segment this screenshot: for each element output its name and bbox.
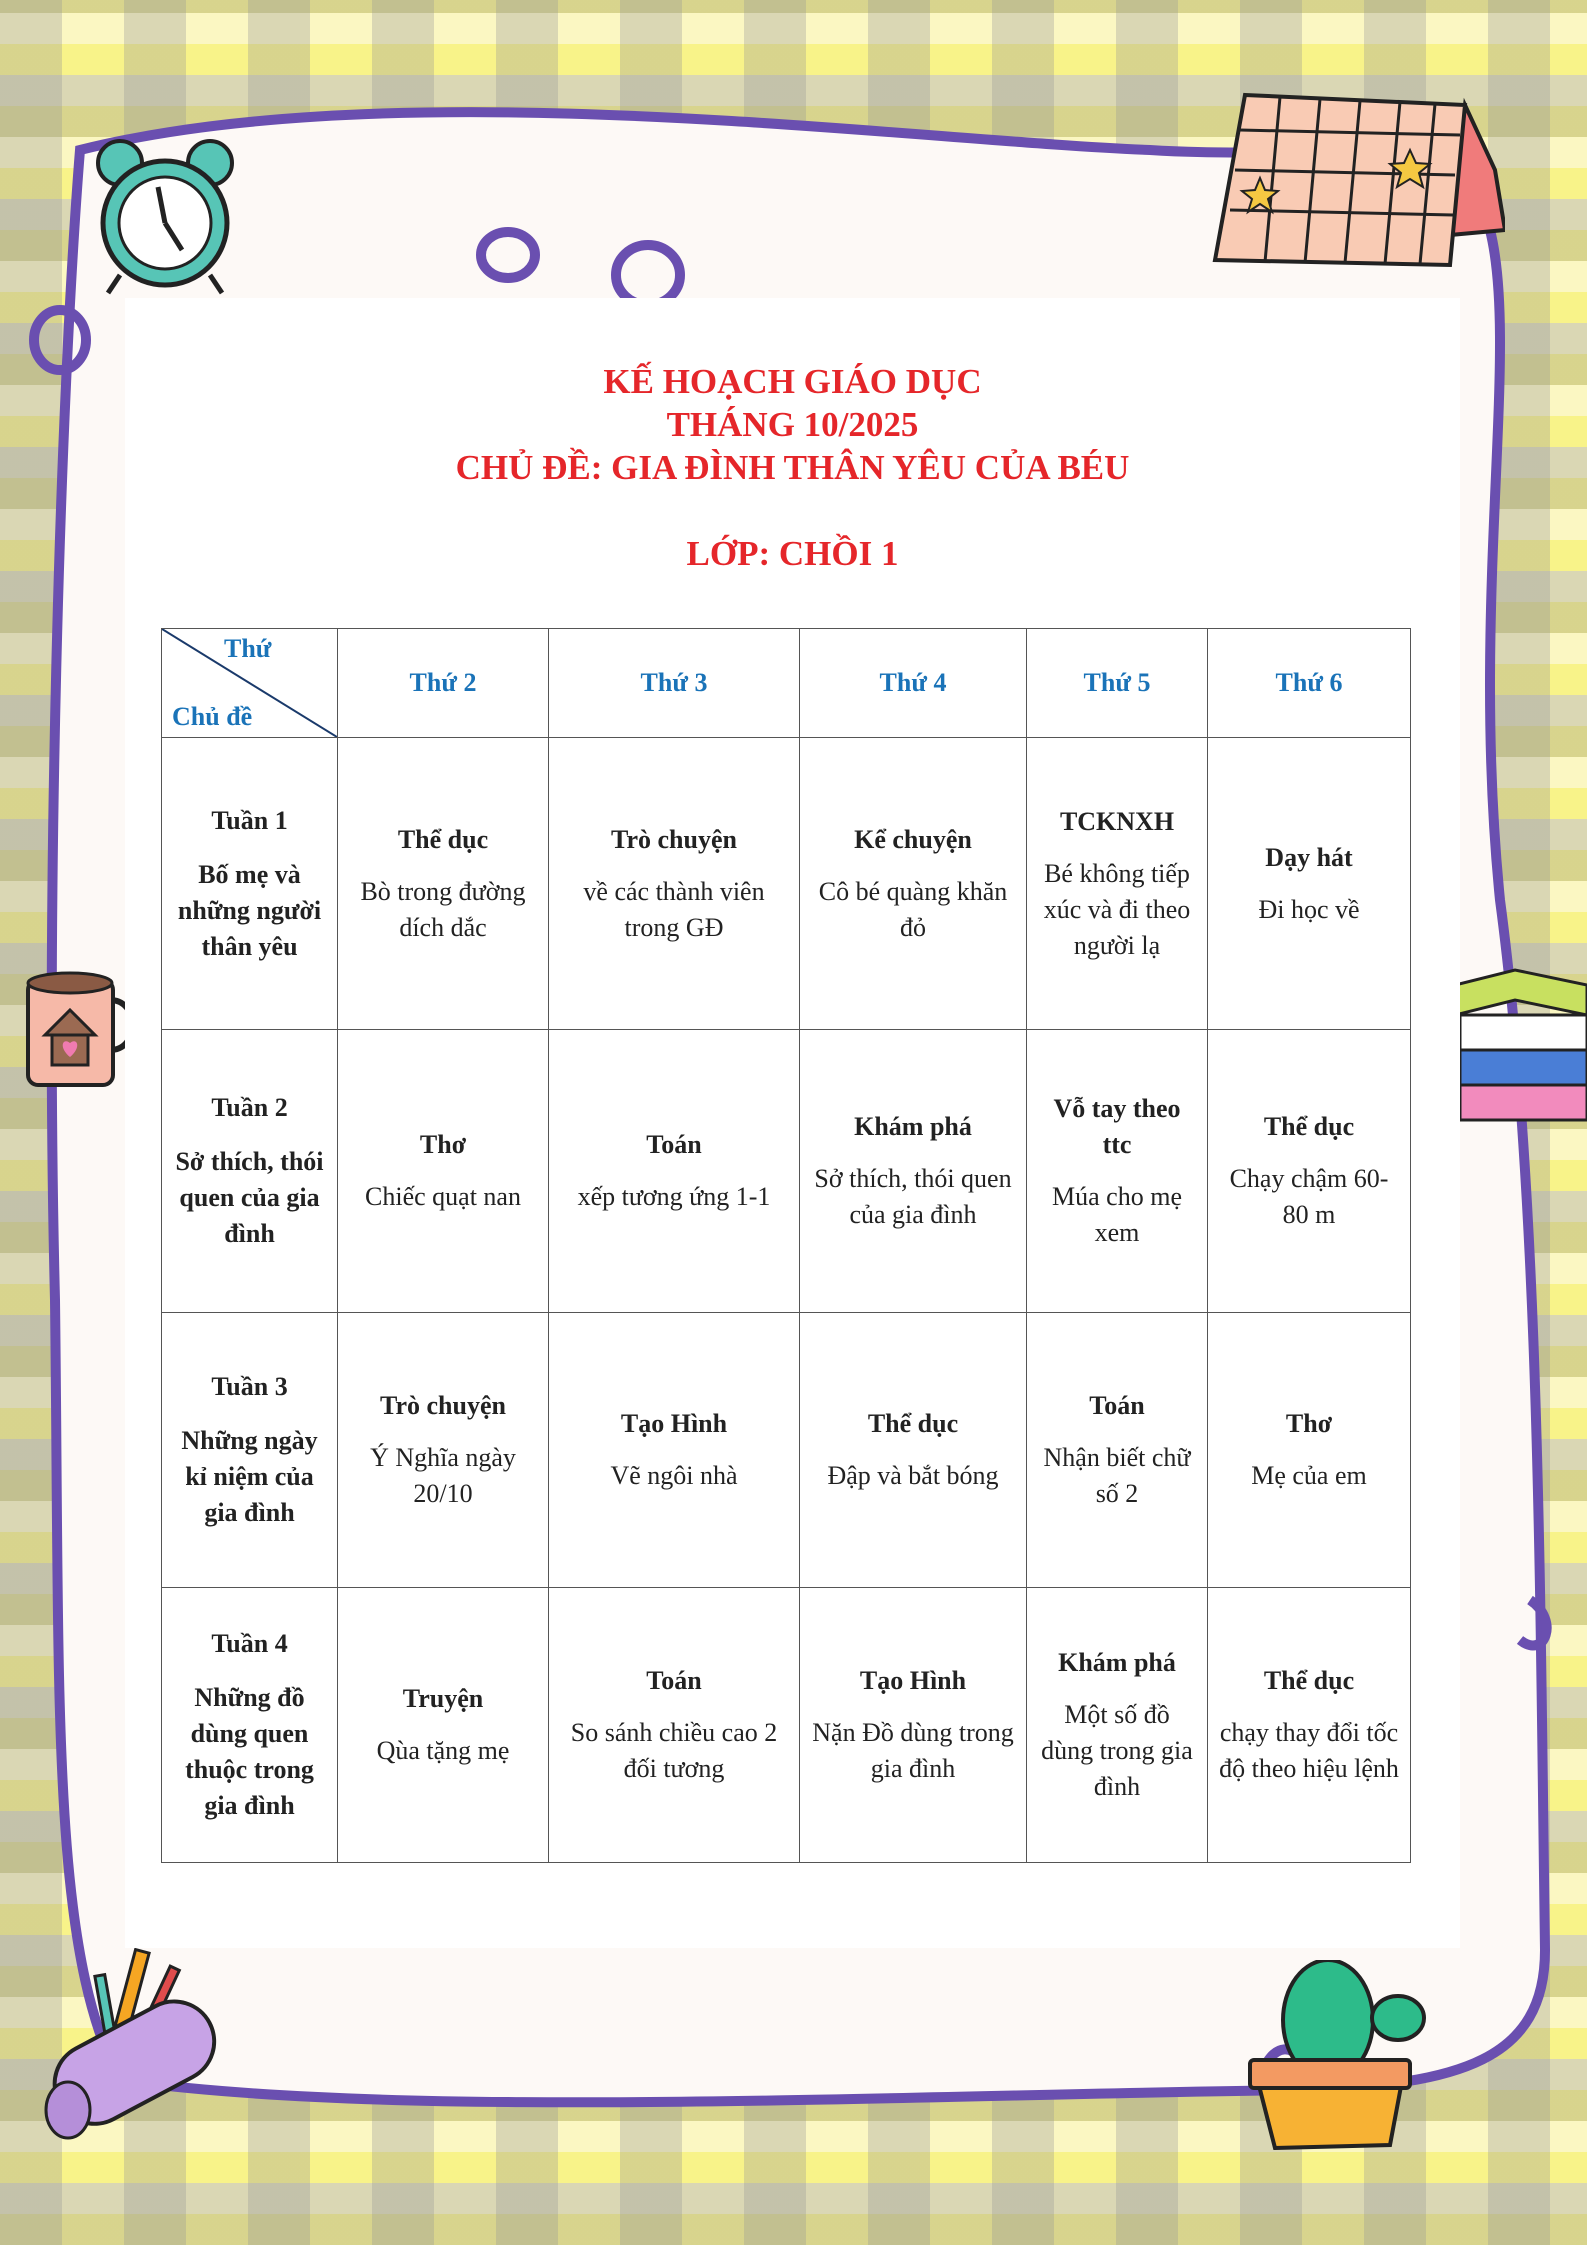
activity-subject: Trò chuyện: [611, 824, 737, 854]
activity-cell: [800, 1588, 1027, 1863]
activity-subject: TCKNXH: [1059, 806, 1175, 836]
activity-cell: [338, 738, 549, 1030]
activity-desc: Cô bé quàng khăn đỏ: [818, 876, 1008, 942]
activity-subject: Vỗ tay theo ttc: [1053, 1094, 1181, 1159]
mug-icon: [20, 965, 135, 1090]
activity-desc: Đập và bắt bóng: [827, 1461, 999, 1490]
activity-subject: Thể dục: [867, 1409, 959, 1438]
table-row: [162, 1588, 1411, 1863]
activity-cell: [800, 738, 1027, 1030]
activity-desc: So sánh chiều cao 2 đối tương: [570, 1718, 778, 1783]
alarm-clock-icon: [80, 135, 250, 295]
activity-desc: Vẽ ngôi nhà: [610, 1461, 738, 1490]
week-cell: [162, 1313, 338, 1588]
week-name: Tuần 4: [211, 1629, 288, 1658]
activity-desc: xếp tương ứng 1-1: [577, 1182, 771, 1211]
week-cell: [162, 738, 338, 1030]
activity-cell: [1027, 1588, 1208, 1863]
activity-cell: [800, 1313, 1027, 1588]
activity-desc: Nặn Đồ dùng trong gia đình: [812, 1718, 1014, 1783]
activity-cell: [338, 1588, 549, 1863]
activity-desc: về các thành viên trong GĐ: [583, 876, 765, 942]
page-title: [125, 360, 1460, 575]
table-row: [162, 1313, 1411, 1588]
week-theme: Những đồ dùng quen thuộc trong gia đình: [185, 1683, 314, 1820]
week-name: Tuần 2: [211, 1093, 288, 1122]
education-plan-table: [161, 628, 1411, 1863]
week-name: Tuần 1: [211, 805, 288, 835]
pencil-case-icon: [30, 1945, 220, 2145]
corner-theme-label: Chủ đề: [172, 702, 253, 731]
activity-cell: [1208, 1588, 1411, 1863]
week-theme: Bố mẹ và những người thân yêu: [177, 859, 322, 961]
activity-desc: Một số đồ dùng trong gia đình: [1041, 1700, 1193, 1801]
activity-cell: [549, 1313, 800, 1588]
activity-desc: Múa cho mẹ xem: [1052, 1182, 1182, 1247]
activity-cell: [1027, 738, 1208, 1030]
activity-cell: [338, 1313, 549, 1588]
activity-subject: Thơ: [1285, 1409, 1333, 1438]
activity-subject: Truyện: [402, 1684, 484, 1713]
books-icon: [1455, 965, 1587, 1125]
activity-cell: [338, 1030, 549, 1313]
activity-desc: Chiếc quạt nan: [365, 1182, 521, 1211]
activity-subject: Toán: [1089, 1391, 1145, 1420]
activity-cell: [1208, 1313, 1411, 1588]
activity-cell: [1208, 1030, 1411, 1313]
week-cell: [162, 1588, 338, 1863]
title-line-class: LỚP: CHỒI 1: [686, 534, 899, 573]
table-row: [162, 738, 1411, 1030]
activity-desc: Bé không tiếp xúc và đi theo người lạ: [1043, 858, 1191, 960]
day-header: Thứ 2: [338, 629, 549, 738]
activity-subject: Tạo Hình: [620, 1409, 728, 1438]
activity-cell: [1208, 738, 1411, 1030]
day-header: Thứ 6: [1208, 629, 1411, 738]
week-theme: Những ngày kỉ niệm của gia đình: [181, 1426, 318, 1527]
week-name: Tuần 3: [211, 1372, 288, 1401]
activity-cell: [549, 1030, 800, 1313]
activity-desc: Ý Nghĩa ngày 20/10: [370, 1443, 516, 1508]
day-header: Thứ 5: [1027, 629, 1208, 738]
corner-header-cell: [162, 629, 338, 738]
activity-cell: [1027, 1313, 1208, 1588]
activity-subject: Toán: [646, 1666, 702, 1695]
activity-desc: chạy thay đổi tốc độ theo hiệu lệnh: [1219, 1718, 1399, 1783]
activity-desc: Bò trong đường dích dắc: [360, 876, 526, 942]
activity-desc: Qùa tặng mẹ: [376, 1736, 510, 1765]
activity-subject: Thể dục: [397, 824, 489, 854]
activity-subject: Khám phá: [1058, 1648, 1176, 1677]
title-line-theme: CHỦ ĐỀ: GIA ĐÌNH THÂN YÊU CỦA BÉU: [455, 448, 1130, 487]
title-line-month: THÁNG 10/2025: [666, 405, 919, 444]
day-header: Thứ 4: [800, 629, 1027, 738]
activity-subject: Trò chuyện: [380, 1391, 506, 1420]
activity-subject: Dạy hát: [1265, 842, 1353, 872]
table-row: [162, 1030, 1411, 1313]
corner-day-label: Thứ: [224, 634, 272, 663]
activity-subject: Khám phá: [854, 1112, 972, 1141]
activity-subject: Kể chuyện: [854, 824, 972, 854]
activity-desc: Đi học về: [1258, 894, 1360, 924]
activity-cell: [1027, 1030, 1208, 1313]
activity-subject: Tạo Hình: [859, 1666, 967, 1695]
activity-cell: [549, 738, 800, 1030]
activity-cell: [800, 1030, 1027, 1313]
table-header-row: [162, 629, 1411, 738]
week-theme: Sở thích, thói quen của gia đình: [175, 1147, 324, 1248]
activity-subject: Thể dục: [1263, 1666, 1355, 1695]
activity-desc: Sở thích, thói quen của gia đình: [814, 1164, 1012, 1229]
day-header: Thứ 3: [549, 629, 800, 738]
activity-desc: Mẹ của em: [1251, 1461, 1367, 1490]
activity-desc: Chạy chậm 60-80 m: [1229, 1164, 1389, 1229]
cactus-icon: [1240, 1960, 1440, 2150]
activity-subject: Toán: [646, 1130, 702, 1159]
activity-desc: Nhận biết chữ số 2: [1043, 1443, 1191, 1508]
activity-subject: Thể dục: [1263, 1112, 1355, 1141]
activity-cell: [549, 1588, 800, 1863]
activity-subject: Thơ: [419, 1130, 467, 1159]
week-cell: [162, 1030, 338, 1313]
title-line-plan: KẾ HOẠCH GIÁO DỤC: [603, 362, 982, 401]
calendar-icon: [1205, 80, 1505, 270]
